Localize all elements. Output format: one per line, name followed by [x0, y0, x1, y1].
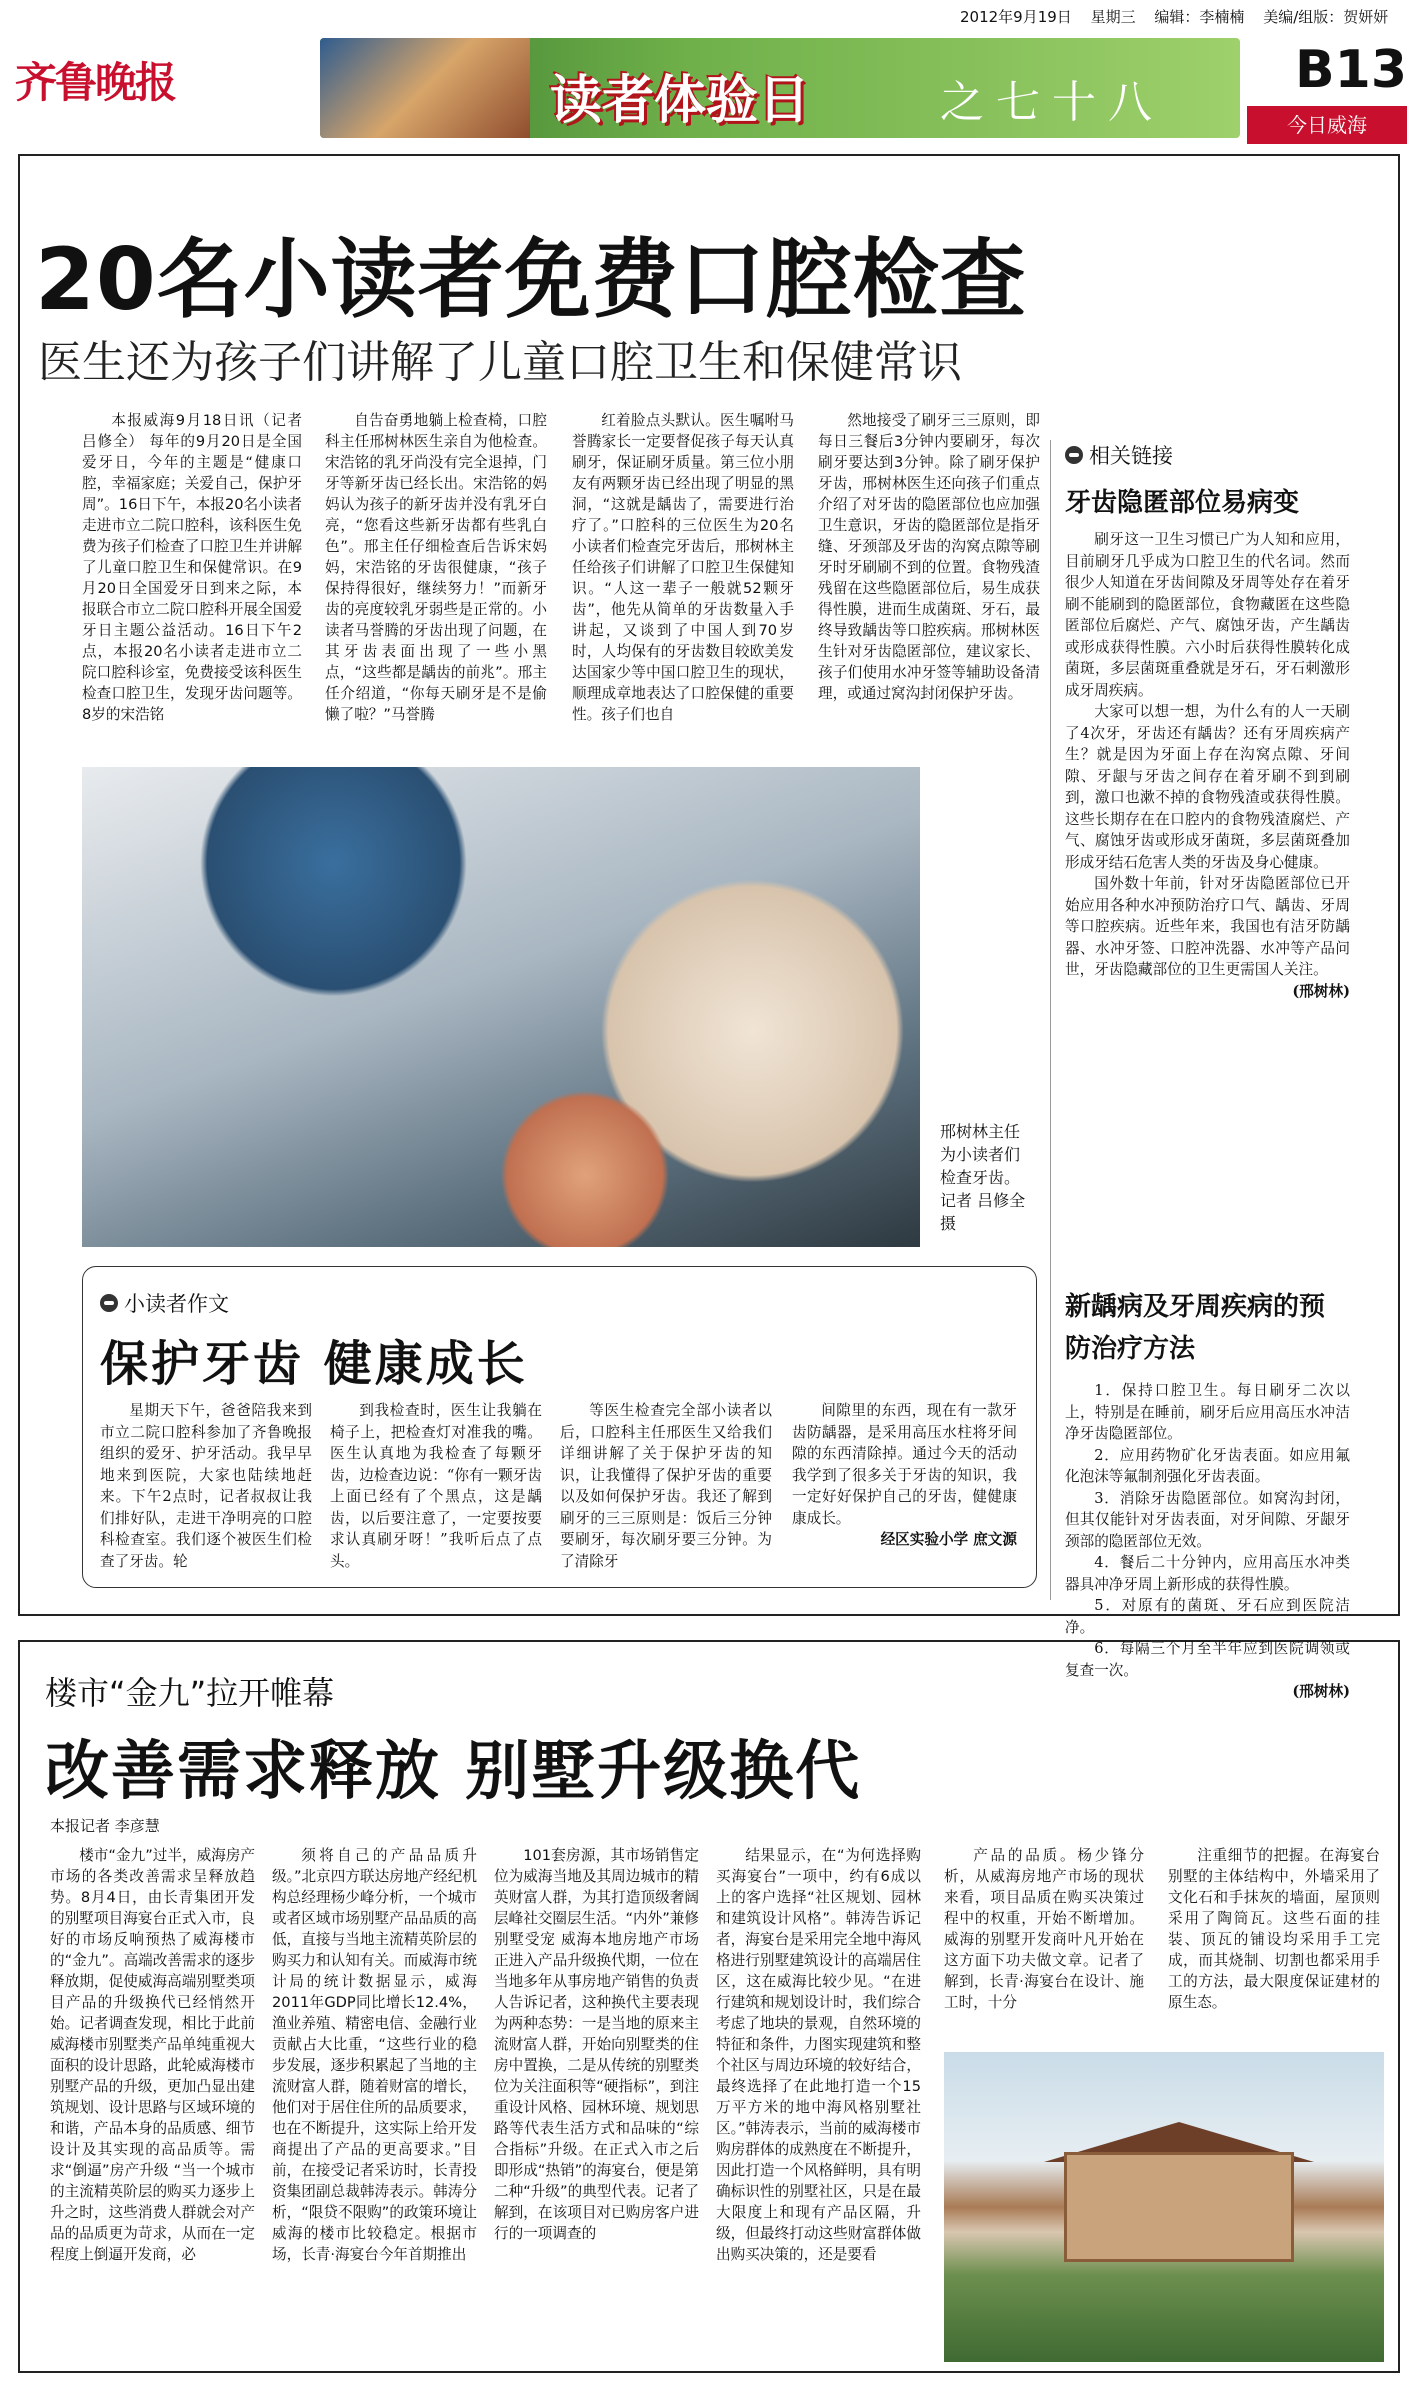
article2-column-4 [716, 1845, 921, 2365]
list-item: 1．保持口腔卫生。每日刷牙二次以上，特别是在睡前，刷牙后应用高压水冲洁净牙齿隐匿部位。 [1065, 1382, 1350, 1442]
issue-date: 2012年9月19日 [960, 8, 1072, 26]
editor-credit: 编辑：李楠楠 [1154, 8, 1245, 26]
list-item: 2．应用药物矿化牙齿表面。如应用氟化泡沫等氟制剂强化牙齿表面。 [1065, 1446, 1350, 1485]
villa-photo [944, 2052, 1384, 2362]
article-text: 自告奋勇地躺上检查椅，口腔科主任邢树林医生亲自为他检查。宋浩铭的乳牙尚没有完全退掉，门牙等新牙齿已经长出。宋浩铭的妈妈认为孩子的新牙齿并没有乳牙白亮，“您看这些新牙齿都有些乳白色”。邢主任仔细检查后告诉宋妈妈，宋浩铭的牙齿很健康，“孩子保持得很好，继续努力！”而新牙齿的亮度较乳牙弱些是正常的。小读者马誉腾的牙齿出现了问题，在其牙齿表面出现了一些小黑点，“这些都是龋齿的前兆”。邢主任介绍道，“你每天刷牙是不是偷懒了啦？”马誉腾 [325, 412, 547, 723]
article2-column-2 [272, 1845, 477, 2365]
essay-text: 等医生检查完全部小读者以后，口腔科主任邢医生又给我们详细讲解了关于保护牙齿的知识，让我懂得了保护牙齿的重要以及如何保护牙齿。我还了解到刷牙的三三原则是：饭后三分钟要刷牙，每次刷牙要三分钟。为了清除牙 [560, 1402, 772, 1570]
article-text: 本报威海9月18日讯（记者 吕修全） 每年的9月20日是全国爱牙日，今年的主题是“健康口腔，幸福家庭；关爱自己，保护牙周”。16日下午，本报20名小读者走进市立二院口腔科，该科医生免费为孩子们检查了口腔卫生并讲解了儿童口腔卫生和保健常识。在9月20日全国爱牙日到来之际，本报联合市立二院口腔科开展全国爱牙日主题公益活动。16日下午2点，本报20名小读者走进市立二院口腔科诊室，免费接受该科医生检查口腔卫生，发现牙齿问题等。8岁的宋浩铭 [82, 412, 302, 723]
tag-icon [100, 1294, 118, 1312]
sidebar-paragraph: 国外数十年前，针对牙齿隐匿部位已开始应用各种水冲预防治疗口气、龋齿、牙周等口腔疾病。近些年来，我国也有洁牙防龋器、水冲牙签、口腔冲洗器、水冲等产品问世，牙齿隐藏部位的卫生更需国人关注。 [1065, 875, 1350, 978]
banner-photo [320, 38, 530, 138]
article-text: 注重细节的把握。在海宴台别墅的主体结构中，外墙采用了文化石和手抹灰的墙面，屋顶则采用了陶筒瓦。这些石面的挂装、顶瓦的铺设均采用手工完成，而其烧制、切割也都采用手工的方法，最大限度保证建材的原生态。 [1168, 1847, 1380, 2011]
sidebar-signature: (邢树林) [1292, 1683, 1350, 1700]
page-number: B13 [1295, 40, 1407, 100]
article2-column-6 [1168, 1845, 1380, 2045]
masthead [10, 30, 1407, 150]
essay-column-1 [100, 1400, 312, 1578]
section-name: 今日威海 [1247, 106, 1407, 144]
villa-building [1064, 2152, 1294, 2262]
designer-credit: 美编/组版：贺妍妍 [1263, 8, 1389, 26]
article2-column-5 [944, 1845, 1144, 2045]
column-divider [1050, 440, 1051, 1600]
tag-icon [1065, 446, 1083, 464]
issue-meta [960, 6, 1400, 27]
sidebar-body-1 [1065, 529, 1350, 1274]
essay-column-2 [330, 1400, 542, 1578]
article2-column-3 [494, 1845, 699, 2365]
article-text: 然地接受了刷牙三三原则，即每日三餐后3分钟内要刷牙，每次刷牙要达到3分钟。除了刷牙保护牙齿，邢树林医生还向孩子们重点介绍了对牙齿的隐匿部位也应加强卫生意识，牙齿的隐匿部位是指牙缝、牙颈部及牙齿的沟窝点隙等刷牙时牙刷刷不到的位置。食物残渣残留在这些隐匿部位后，易生成获得性膜，进而生成菌斑、牙石，最终导致龋齿等口腔疾病。邢树林医生针对牙齿隐匿部位，建议家长、孩子们使用水冲牙签等辅助设备清理，或通过窝沟封闭保护牙齿。 [818, 412, 1040, 702]
article-column-1 [82, 410, 302, 755]
sidebar-paragraph: 刷牙这一卫生习惯已广为人知和应用，目前刷牙几乎成为口腔卫生的代名词。然而很少人知道在牙齿间隙及牙周等处存在着牙刷不能刷到的隐匿部位，食物藏匿在这些隐匿部位后腐烂、产气、腐蚀牙齿，产生龋齿或形成获得性膜。六小时后获得性膜转化成菌斑，多层菌斑重叠就是牙石，牙石刺激形成牙周疾病。 [1065, 531, 1350, 699]
essay-label-text: 小读者作文 [124, 1292, 229, 1316]
photo-caption: 邢树林主任为小读者们检查牙齿。记者 吕修全 摄 [940, 1122, 1026, 1233]
list-item: 5．对原有的菌斑、牙石应到医院洁净。 [1065, 1597, 1350, 1636]
essay-text: 到我检查时，医生让我躺在椅子上，把检查灯对准我的嘴。医生认真地为我检查了每颗牙齿，边检查边说：“你有一颗牙齿上面已经有了个黑点，这是龋齿，以后要注意了，一定要按要求认真刷牙呀！”我听后点了点头。 [330, 1402, 542, 1570]
article2-byline: 本报记者 李彦慧 [50, 1817, 160, 1835]
essay-label [100, 1288, 229, 1318]
prevention-list [1065, 1380, 1350, 1800]
article-text: 红着脸点头默认。医生嘱咐马誉腾家长一定要督促孩子每天认真刷牙，保证刷牙质量。第三位小朋友有两颗牙齿已经出现了明显的黑洞，“这就是龋齿了，需要进行治疗了。”口腔科的三位医生为20名小读者们检查完牙齿后，邢树林主任给孩子们讲解了口腔卫生保健知识。“人这一辈子一般就52颗牙齿”，他先从简单的牙齿数量入手讲起，又谈到了中国人到70岁时，人均保有的牙齿数目较欧美发达国家少等中国口腔卫生的现状，顺理成章地表达了口腔保健的重要性。孩子们也自 [572, 412, 794, 723]
essay-author: 经区实验小学 庶文源 [880, 1531, 1017, 1548]
newspaper-logo: 齐鲁晚报 [15, 58, 176, 107]
essay-column-4 [792, 1400, 1017, 1578]
section-banner [320, 38, 1240, 138]
essay-text: 间隙里的东西，现在有一款牙齿防龋器，是采用高压水柱将牙间隙的东西清除掉。通过今天的活动我学到了很多关于牙齿的知识，我一定好好保护自己的牙齿，健健康康成长。 [792, 1402, 1017, 1527]
article-text: 结果显示，在“为何选择购买海宴台”一项中，约有6成以上的客户选择“社区规划、园林和建筑设计风格”。韩涛告诉记者，海宴台是采用完全地中海风格进行别墅建筑设计的高端居住区，这在威海比较少见。“在进行建筑和规划设计时，我们综合考虑了地块的景观，自然环境的特征和条件，力图实现建筑和整个社区与周边环境的较好结合，最终选择了在此地打造一个15万平方米的地中海风格别墅社区。”韩涛表示，当前的威海楼市购房群体的成熟度在不断提升，因此打造一个风格鲜明，具有明确标识性的别墅社区，只是在最大限度上和现有产品区隔，升级，但最终打动这些财富群体做出购买决策的，还是要看 [716, 1847, 921, 2263]
subheadline: 医生还为孩子们讲解了儿童口腔卫生和保健常识 [38, 337, 962, 388]
list-item: 6．每隔三个月至半年应到医院调领或复查一次。 [1065, 1640, 1350, 1679]
article-text: 101套房源，其市场销售定位为威海当地及其周边城市的精英财富人群，为其打造顶级奢阔层峰社交圈层生活。“内外”兼修别墅受宠 威海本地房地产市场正进入产品升级换代期，一位在当地多年从事房地产销售的负责人告诉记者，这种换代主要表现为两种态势：一是当地的原来主流财富人群，开始向别墅类的住房中置换，二是从传统的别墅类位为关注面积等“硬指标”，到注重设计风格、园林环境、规划思路等代表生活方式和品味的“综合指标”升级。在正式入市之后即形成“热销”的海宴台，便是第二种“升级”的典型代表。记者了解到，在该项目对已购房客户进行的一项调查的 [494, 1847, 699, 2242]
related-links-text: 相关链接 [1089, 444, 1173, 468]
essay-column-3 [560, 1400, 772, 1578]
essay-title: 保护牙齿 健康成长 [100, 1336, 528, 1392]
article2-headline: 改善需求释放 别墅升级换代 [45, 1735, 862, 1809]
sidebar-signature: (邢树林) [1292, 982, 1350, 1000]
dental-checkup-photo [82, 767, 920, 1247]
headline: 20名小读者免费口腔检查 [35, 230, 1027, 330]
article-text: 产品的品质。杨少锋分析，从威海房地产市场的现状来看，项目品质在购买决策过程中的权重，开始不断增加。威海的别墅开发商叶凡开始在这方面下功夫做文章。记者了解到，长青·海宴台在设计、施工时，十分 [944, 1847, 1144, 2011]
banner-title: 读者体验日 [550, 71, 811, 131]
essay-text: 星期天下午，爸爸陪我来到市立二院口腔科参加了齐鲁晚报组织的爱牙、护牙活动。我早早地来到医院，大家也陆续地赶来。下午2点时，记者叔叔让我们排好队，走进干净明亮的口腔科检查室。我们逐个被医生们检查了牙齿。轮 [100, 1402, 312, 1570]
related-links-sidebar [1065, 440, 1350, 1800]
article-text: 须将自己的产品品质升级。”北京四方联达房地产经纪机构总经理杨少峰分析，一个城市或者区域市场别墅产品品质的高低，直接与当地主流精英阶层的购买力和认知有关。而威海市统计局的统计数据显示，威海2011年GDP同比增长12.4%，渔业养殖、精密电信、金融行业贡献占大比重，“这些行业的稳步发展，逐步积累起了当地的主流财富人群，随着财富的增长，他们对于居住住所的品质要求，也在不断提升，这实际上给开发商提出了产品的更高要求。”目前，在接受记者采访时，长青投资集团副总裁韩涛表示。韩涛分析，“限贷不限购”的政策环境让威海的楼市比较稳定。根据市场，长青·海宴台今年首期推出 [272, 1847, 477, 2263]
banner-sequence: 之七十八 [940, 77, 1164, 128]
sidebar-paragraph: 大家可以想一想，为什么有的人一天刷了4次牙，牙齿还有龋齿？还有牙周疾病产生？就是因为牙面上存在沟窝点隙、牙间隙、牙龈与牙齿之间存在着牙刷不到到刷到，激口也漱不掉的食物残渣或获得性膜。这些长期存在在口腔内的食物残渣腐烂、产气、腐蚀牙齿或形成牙菌斑，多层菌斑叠加形成牙结石危害人类的牙齿及身心健康。 [1065, 703, 1350, 871]
issue-weekday: 星期三 [1090, 8, 1136, 26]
sidebar-title-2: 新龋病及牙周疾病的预防治疗方法 [1065, 1292, 1326, 1364]
article2-kicker: 楼市“金九”拉开帷幕 [45, 1674, 335, 1712]
article-column-3 [572, 410, 794, 755]
article-column-2 [325, 410, 547, 755]
sidebar-title-1: 牙齿隐匿部位易病变 [1065, 488, 1300, 518]
list-item: 3．消除牙齿隐匿部位。如窝沟封闭，但其仅能针对牙齿表面，对牙间隙、牙龈牙颈部的隐匿部位无效。 [1065, 1489, 1350, 1550]
article2-column-1 [50, 1845, 255, 2365]
related-links-label [1065, 440, 1350, 470]
list-item: 4．餐后二十分钟内，应用高压水冲类器具冲净牙周上新形成的获得性膜。 [1065, 1554, 1350, 1593]
article-column-4 [818, 410, 1040, 755]
article-text: 楼市“金九”过半，威海房产市场的各类改善需求呈释放趋势。8月4日，由长青集团开发的别墅项目海宴台正式入市，良好的市场反响预热了威海楼市的“金九”。高端改善需求的逐步释放期，促使威海高端别墅类项目产品的升级换代已经悄然开始。记者调查发现，相比于此前威海楼市别墅类产品单纯重视大面积的设计思路，此轮威海楼市别墅产品的升级，更加凸显出建筑规划、设计思路与区域环境的和谐，产品本身的品质感、细节设计及其实现的高品质等。需求“倒逼”房产升级 “当一个城市的主流精英阶层的购买力逐步上升之时，这些消费人群就会对产品的品质更为苛求，从而在一定程度上倒逼开发商，必 [50, 1847, 255, 2263]
